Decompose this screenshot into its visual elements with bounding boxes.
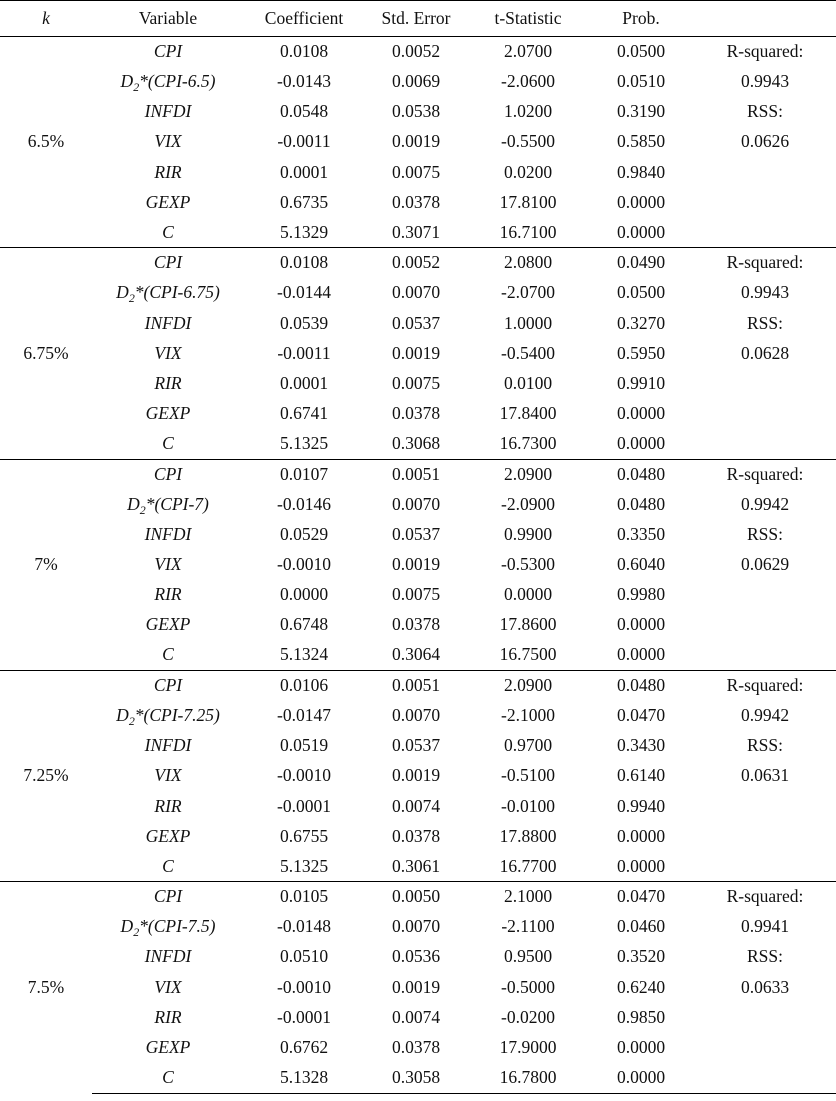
t-statistic-cell: -2.0600	[501, 71, 555, 92]
coefficient-cell: 0.0510	[279, 946, 329, 967]
table-row	[0, 731, 836, 761]
prob-cell: 0.6240	[616, 976, 666, 997]
prob-cell: 0.0000	[616, 221, 666, 242]
table-row	[0, 520, 836, 550]
variable-cell: VIX	[154, 765, 182, 786]
table-row	[0, 580, 836, 610]
threshold-group	[0, 882, 836, 1093]
variable-cell: INFDI	[144, 946, 192, 967]
variable-cell: VIX	[154, 342, 182, 363]
header-variable: Variable	[92, 1, 244, 37]
coefficient-cell: 0.0108	[279, 41, 329, 62]
variable-cell	[92, 278, 244, 308]
std-error-cell: 0.0537	[391, 735, 441, 756]
table-row	[0, 278, 836, 308]
variable-cell: INFDI	[144, 523, 192, 544]
variable-cell: VIX	[154, 976, 182, 997]
variable-cell: GEXP	[145, 825, 191, 846]
threshold-group	[0, 459, 836, 670]
variable-subscript: 2	[128, 714, 135, 729]
t-statistic-cell: 16.7500	[499, 644, 557, 665]
std-error-cell: 0.0074	[391, 795, 441, 816]
prob-cell: 0.5950	[616, 342, 666, 363]
prob-cell: 0.9980	[616, 584, 666, 605]
prob-cell: 0.0500	[616, 282, 666, 303]
variable-cell: C	[162, 221, 174, 242]
fit-stat-cell: R-squared:	[726, 41, 804, 62]
coefficient-cell: -0.0010	[277, 554, 331, 575]
header-fit-stats	[694, 1, 836, 37]
table-row	[0, 610, 836, 640]
prob-cell: 0.0510	[616, 71, 666, 92]
fit-stat-cell: RSS:	[747, 735, 783, 756]
variable-prefix: D	[127, 493, 140, 514]
coefficient-cell: -0.0147	[277, 704, 331, 725]
fit-stat-cell	[694, 429, 836, 459]
coefficient-cell: -0.0146	[277, 493, 331, 514]
header-coefficient: Coefficient	[244, 1, 364, 37]
variable-cell: CPI	[92, 248, 244, 278]
fit-stat-cell	[694, 399, 836, 429]
table-row	[0, 127, 836, 157]
header-prob: Prob.	[588, 1, 694, 37]
coefficient-cell: 0.0001	[279, 372, 329, 393]
table-row	[0, 369, 836, 399]
prob-cell: 0.3270	[616, 312, 666, 333]
t-statistic-cell: 1.0200	[503, 101, 553, 122]
t-statistic-cell: 17.8800	[499, 825, 557, 846]
table-row	[0, 399, 836, 429]
t-statistic-cell: 2.0900	[468, 459, 588, 489]
coefficient-cell: -0.0148	[277, 916, 331, 937]
variable-cell: RIR	[154, 1006, 182, 1027]
coefficient-cell: 0.6735	[279, 191, 329, 212]
std-error-cell: 0.0378	[391, 1037, 441, 1058]
fit-stat-cell: RSS:	[747, 312, 783, 333]
variable-cell: C	[162, 644, 174, 665]
t-statistic-cell: -0.0200	[501, 1006, 555, 1027]
t-statistic-cell: 2.0700	[503, 41, 553, 62]
t-statistic-cell: -0.5000	[501, 976, 555, 997]
std-error-cell: 0.0074	[391, 1006, 441, 1027]
variable-cell: INFDI	[144, 101, 192, 122]
header-std-error: Std. Error	[364, 1, 468, 37]
std-error-cell: 0.3071	[391, 221, 441, 242]
prob-cell: 0.9940	[616, 795, 666, 816]
variable-name: *(CPI-6.5)	[139, 71, 216, 92]
t-statistic-cell: 17.8400	[499, 403, 557, 424]
t-statistic-cell: -2.1100	[501, 916, 555, 937]
fit-stat-cell	[694, 852, 836, 882]
prob-cell: 0.3190	[616, 101, 666, 122]
variable-cell: RIR	[154, 161, 182, 182]
table-row	[0, 942, 836, 972]
t-statistic-cell: 16.7300	[499, 433, 557, 454]
t-statistic-cell: 2.0900	[468, 670, 588, 700]
t-statistic-cell: 0.0100	[503, 372, 553, 393]
coefficient-cell: 0.0529	[279, 523, 329, 544]
prob-cell: 0.0000	[616, 191, 666, 212]
t-statistic-cell: 17.8600	[499, 614, 557, 635]
t-statistic-cell: -2.0900	[501, 493, 555, 514]
variable-cell	[92, 67, 244, 97]
t-statistic-cell: 16.7100	[499, 221, 557, 242]
std-error-cell: 0.0537	[391, 312, 441, 333]
coefficient-cell: 5.1329	[279, 221, 329, 242]
table-row	[0, 972, 836, 1002]
std-error-cell: 0.0052	[364, 248, 468, 278]
variable-cell: CPI	[92, 459, 244, 489]
fit-stat-cell	[694, 1033, 836, 1063]
std-error-cell: 0.0019	[391, 342, 441, 363]
variable-subscript: 2	[133, 80, 140, 95]
prob-cell: 0.3350	[616, 523, 666, 544]
variable-cell: GEXP	[145, 191, 191, 212]
std-error-cell: 0.0050	[364, 882, 468, 912]
table-row	[0, 37, 836, 67]
coefficient-cell: -0.0001	[277, 795, 331, 816]
fit-stat-cell	[694, 610, 836, 640]
coefficient-cell: 0.0107	[244, 459, 364, 489]
coefficient-cell: -0.0011	[277, 342, 331, 363]
variable-subscript: 2	[139, 502, 146, 517]
table-row	[0, 218, 836, 248]
threshold-group	[0, 37, 836, 248]
prob-cell: 0.0000	[588, 1063, 694, 1093]
variable-cell: RIR	[154, 584, 182, 605]
fit-stat-cell: 0.9942	[740, 493, 790, 514]
fit-stat-cell	[694, 1003, 836, 1033]
fit-stat-cell: 0.0631	[740, 765, 790, 786]
table-row	[0, 338, 836, 368]
std-error-cell: 0.0075	[391, 584, 441, 605]
std-error-cell: 0.0019	[391, 765, 441, 786]
std-error-cell: 0.0378	[391, 403, 441, 424]
table-row	[0, 459, 836, 489]
std-error-cell: 0.3061	[391, 855, 441, 876]
prob-cell: 0.0480	[588, 670, 694, 700]
prob-cell: 0.6040	[616, 554, 666, 575]
table-row	[0, 761, 836, 791]
table-row	[0, 912, 836, 942]
variable-cell: C	[162, 433, 174, 454]
fit-stat-cell	[694, 218, 836, 248]
fit-stat-cell	[694, 580, 836, 610]
threshold-k-cell: 6.75%	[0, 248, 92, 459]
fit-stat-cell	[694, 640, 836, 670]
fit-stat-cell: 0.9943	[740, 71, 790, 92]
threshold-k-cell: 7.25%	[0, 670, 92, 881]
t-statistic-cell: -0.5500	[501, 131, 555, 152]
coefficient-cell: -0.0010	[277, 765, 331, 786]
header-k: k	[0, 1, 92, 37]
coefficient-cell: 0.6762	[279, 1037, 329, 1058]
table-row	[0, 1063, 836, 1093]
coefficient-cell: 0.6755	[279, 825, 329, 846]
coefficient-cell: 5.1324	[279, 644, 329, 665]
variable-subscript: 2	[133, 925, 140, 940]
prob-cell: 0.0000	[616, 614, 666, 635]
coefficient-cell: -0.0010	[277, 976, 331, 997]
t-statistic-cell: -2.0700	[501, 282, 555, 303]
t-statistic-cell: -0.5100	[501, 765, 555, 786]
coefficient-cell: 5.1325	[279, 433, 329, 454]
t-statistic-cell: 17.8100	[499, 191, 557, 212]
t-statistic-cell: 2.0800	[468, 248, 588, 278]
std-error-cell: 0.0378	[391, 614, 441, 635]
coefficient-cell: 0.0001	[279, 161, 329, 182]
coefficient-cell: -0.0143	[277, 71, 331, 92]
prob-cell: 0.5850	[616, 131, 666, 152]
fit-stat-cell: R-squared:	[694, 248, 836, 278]
fit-stat-cell	[694, 187, 836, 217]
std-error-cell: 0.0378	[391, 191, 441, 212]
coefficient-cell: -0.0144	[277, 282, 331, 303]
std-error-cell: 0.0070	[391, 493, 441, 514]
coefficient-cell: 5.1325	[279, 855, 329, 876]
table-row	[0, 882, 836, 912]
std-error-cell: 0.0019	[391, 554, 441, 575]
fit-stat-cell: R-squared:	[694, 459, 836, 489]
table-row	[0, 489, 836, 519]
coefficient-cell: 0.0106	[244, 670, 364, 700]
variable-prefix: D	[116, 282, 129, 303]
std-error-cell: 0.0070	[391, 704, 441, 725]
variable-cell: VIX	[154, 131, 182, 152]
header-row	[0, 1, 836, 37]
variable-cell: CPI	[92, 882, 244, 912]
fit-stat-cell: 0.9942	[740, 704, 790, 725]
fit-stat-cell: 0.9943	[740, 282, 790, 303]
variable-cell: C	[92, 1063, 244, 1093]
variable-prefix: D	[120, 916, 134, 937]
prob-cell: 0.9850	[616, 1006, 666, 1027]
variable-cell: RIR	[154, 372, 182, 393]
threshold-k-cell: 6.5%	[27, 131, 65, 152]
std-error-cell: 0.3064	[391, 644, 441, 665]
table-row	[0, 248, 836, 278]
table-row	[0, 67, 836, 97]
prob-cell: 0.0000	[616, 403, 666, 424]
t-statistic-cell: 0.0200	[503, 161, 553, 182]
threshold-k-cell: 7.5%	[0, 882, 92, 1093]
prob-cell: 0.0460	[616, 916, 666, 937]
variable-cell: GEXP	[145, 403, 191, 424]
variable-cell: C	[162, 855, 174, 876]
prob-cell: 0.0470	[588, 882, 694, 912]
fit-stat-cell: RSS:	[747, 101, 783, 122]
t-statistic-cell: 0.0000	[503, 584, 553, 605]
t-statistic-cell: 1.0000	[503, 312, 553, 333]
t-statistic-cell: 16.7700	[499, 855, 557, 876]
variable-cell	[92, 701, 244, 731]
table-row	[0, 821, 836, 851]
table-row	[0, 157, 836, 187]
t-statistic-cell: 2.1000	[468, 882, 588, 912]
coefficient-cell: 0.0108	[244, 248, 364, 278]
std-error-cell: 0.0538	[391, 101, 441, 122]
prob-cell: 0.0480	[588, 459, 694, 489]
table-header	[0, 1, 836, 37]
t-statistic-cell: -0.5400	[501, 342, 555, 363]
t-statistic-cell: -0.0100	[501, 795, 555, 816]
variable-name: *(CPI-6.75)	[134, 282, 220, 303]
table-row	[0, 97, 836, 127]
std-error-cell: 0.3068	[391, 433, 441, 454]
t-statistic-cell: 0.9900	[503, 523, 553, 544]
variable-cell	[92, 489, 244, 519]
std-error-cell: 0.0051	[364, 670, 468, 700]
variable-subscript: 2	[128, 291, 135, 306]
prob-cell: 0.0490	[588, 248, 694, 278]
std-error-cell: 0.0537	[391, 523, 441, 544]
std-error-cell: 0.0536	[391, 946, 441, 967]
t-statistic-cell: -0.5300	[501, 554, 555, 575]
prob-cell: 0.0000	[616, 433, 666, 454]
std-error-cell: 0.0069	[391, 71, 441, 92]
coefficient-cell: 0.0105	[244, 882, 364, 912]
prob-cell: 0.0000	[616, 644, 666, 665]
std-error-cell: 0.0019	[391, 131, 441, 152]
fit-stat-cell	[694, 791, 836, 821]
variable-cell: INFDI	[144, 735, 192, 756]
coefficient-cell: -0.0001	[277, 1006, 331, 1027]
variable-cell: INFDI	[144, 312, 192, 333]
fit-stat-cell: RSS:	[747, 946, 783, 967]
t-statistic-cell: 0.9500	[503, 946, 553, 967]
prob-cell: 0.0000	[616, 825, 666, 846]
threshold-k-cell: 7%	[0, 459, 92, 670]
fit-stat-cell: 0.0628	[740, 342, 790, 363]
prob-cell: 0.0470	[616, 704, 666, 725]
table-row	[0, 1033, 836, 1063]
fit-stat-cell: 0.0626	[740, 131, 790, 152]
std-error-cell: 0.0075	[391, 372, 441, 393]
coefficient-cell: 0.0519	[279, 735, 329, 756]
coefficient-cell: -0.0011	[277, 131, 331, 152]
coefficient-cell: 0.6748	[279, 614, 329, 635]
coefficient-cell: 0.0548	[279, 101, 329, 122]
header-t-statistic: t-Statistic	[468, 1, 588, 37]
std-error-cell: 0.0070	[391, 282, 441, 303]
fit-stat-cell	[694, 821, 836, 851]
prob-cell: 0.0000	[616, 1037, 666, 1058]
variable-prefix: D	[116, 704, 129, 725]
t-statistic-cell: 0.9700	[503, 735, 553, 756]
prob-cell: 0.9840	[616, 161, 666, 182]
fit-stat-cell: 0.0633	[740, 976, 790, 997]
prob-cell: 0.0480	[616, 493, 666, 514]
prob-cell: 0.3520	[616, 946, 666, 967]
fit-stat-cell	[694, 1063, 836, 1093]
coefficient-cell: 0.0000	[279, 584, 329, 605]
fit-stat-cell: R-squared:	[694, 670, 836, 700]
t-statistic-cell: -2.1000	[501, 704, 555, 725]
variable-cell: RIR	[154, 795, 182, 816]
table-row	[0, 308, 836, 338]
table-row	[0, 852, 836, 882]
threshold-group	[0, 248, 836, 459]
variable-cell: GEXP	[145, 1037, 191, 1058]
std-error-cell: 0.0052	[391, 41, 441, 62]
prob-cell: 0.6140	[616, 765, 666, 786]
fit-stat-cell: 0.0629	[740, 554, 790, 575]
variable-cell	[92, 912, 244, 942]
prob-cell: 0.0000	[616, 855, 666, 876]
fit-stat-cell: R-squared:	[694, 882, 836, 912]
fit-stat-cell	[694, 369, 836, 399]
table-row	[0, 791, 836, 821]
prob-cell: 0.3430	[616, 735, 666, 756]
fit-stat-cell: 0.9941	[740, 916, 790, 937]
threshold-group	[0, 670, 836, 881]
variable-cell: CPI	[92, 670, 244, 700]
std-error-cell: 0.0019	[391, 976, 441, 997]
prob-cell: 0.0500	[616, 41, 666, 62]
std-error-cell: 0.0075	[391, 161, 441, 182]
table-row	[0, 429, 836, 459]
std-error-cell: 0.3058	[364, 1063, 468, 1093]
fit-stat-cell	[694, 157, 836, 187]
table-row	[0, 550, 836, 580]
variable-name: *(CPI-7.25)	[134, 704, 220, 725]
table-row	[0, 701, 836, 731]
coefficient-cell: 0.6741	[279, 403, 329, 424]
std-error-cell: 0.0051	[364, 459, 468, 489]
variable-name: *(CPI-7.5)	[139, 916, 216, 937]
prob-cell: 0.9910	[616, 372, 666, 393]
coefficient-cell: 0.0539	[279, 312, 329, 333]
variable-name: *(CPI-7)	[145, 493, 209, 514]
variable-cell: VIX	[154, 554, 182, 575]
std-error-cell: 0.0378	[391, 825, 441, 846]
fit-stat-cell: RSS:	[747, 523, 783, 544]
variable-cell: GEXP	[145, 614, 191, 635]
table-row	[0, 640, 836, 670]
variable-prefix: D	[120, 71, 134, 92]
t-statistic-cell: 16.7800	[468, 1063, 588, 1093]
table-row	[0, 1003, 836, 1033]
std-error-cell: 0.0070	[391, 916, 441, 937]
coefficient-cell: 5.1328	[244, 1063, 364, 1093]
table-row	[0, 187, 836, 217]
t-statistic-cell: 17.9000	[499, 1037, 557, 1058]
table-row	[0, 670, 836, 700]
variable-cell: CPI	[153, 41, 183, 62]
